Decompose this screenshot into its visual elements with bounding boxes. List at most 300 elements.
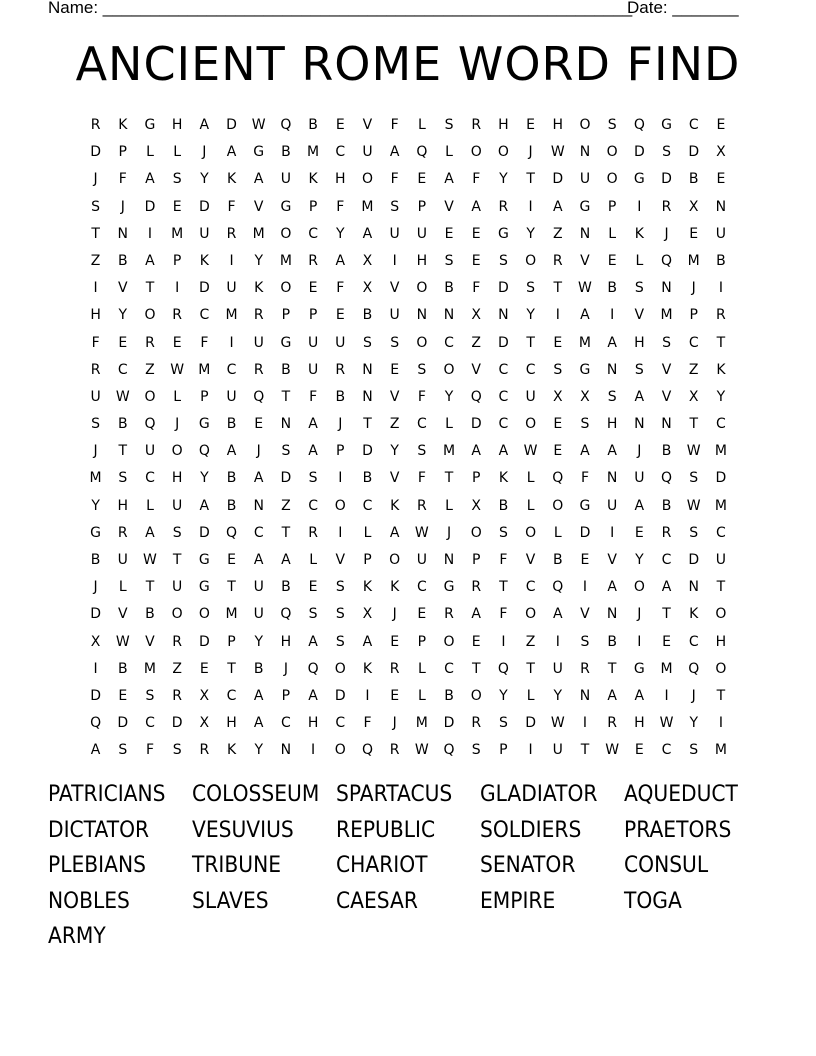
word-list-item: ARMY	[48, 924, 106, 950]
grid-letter: M	[279, 252, 292, 269]
grid-letter: B	[281, 361, 291, 378]
grid-letter: M	[252, 225, 265, 242]
grid-letter: S	[308, 470, 318, 487]
grid-row	[82, 574, 742, 601]
grid-letter: S	[417, 443, 427, 460]
grid-letter: X	[580, 388, 590, 405]
grid-letter: R	[117, 524, 128, 541]
grid-letter: J	[93, 171, 98, 188]
grid-letter: T	[716, 579, 726, 596]
grid-letter: O	[443, 361, 455, 378]
grid-row	[82, 194, 742, 221]
grid-letter: Q	[497, 660, 509, 677]
grid-letter: T	[716, 334, 726, 351]
grid-letter: C	[688, 117, 699, 133]
grid-letter: Q	[661, 470, 673, 487]
grid-letter: P	[308, 198, 318, 215]
grid-letter: I	[338, 524, 343, 541]
grid-row	[82, 737, 742, 764]
grid-letter: V	[661, 388, 672, 405]
word-list-item: VESUVIUS	[192, 817, 294, 843]
grid-letter: R	[90, 361, 101, 378]
grid-letter: S	[390, 334, 400, 351]
grid-letter: D	[144, 198, 156, 215]
grid-letter: A	[607, 579, 617, 596]
grid-letter: M	[578, 334, 592, 351]
grid-letter: A	[362, 633, 373, 650]
grid-letter: A	[498, 443, 509, 460]
grid-letter: T	[526, 660, 535, 677]
grid-letter: Y	[716, 388, 726, 405]
grid-letter: D	[525, 715, 536, 732]
grid-letter: O	[525, 416, 537, 433]
grid-letter: U	[525, 388, 536, 405]
grid-letter: D	[117, 715, 129, 732]
grid-letter: L	[417, 660, 426, 677]
grid-letter: J	[691, 687, 696, 704]
grid-letter: U	[307, 361, 319, 378]
grid-letter: U	[199, 225, 210, 242]
grid-letter: V	[580, 606, 590, 623]
grid-letter: A	[471, 606, 481, 623]
grid-letter: C	[444, 334, 454, 351]
grid-letter: E	[308, 579, 318, 596]
grid-letter: V	[117, 280, 128, 297]
grid-letter: B	[661, 443, 672, 460]
grid-letter: U	[715, 225, 727, 242]
grid-letter: W	[605, 742, 620, 759]
grid-letter: T	[145, 280, 155, 297]
grid-letter: A	[199, 117, 210, 133]
grid-letter: S	[91, 416, 101, 433]
grid-letter: T	[499, 579, 508, 596]
grid-letter: N	[661, 280, 672, 297]
grid-letter: R	[471, 715, 482, 732]
grid-letter: I	[555, 633, 560, 650]
grid-letter: T	[227, 660, 236, 677]
grid-letter: D	[198, 198, 210, 215]
grid-letter: H	[117, 497, 129, 514]
grid-letter: N	[634, 416, 645, 433]
grid-letter: Q	[144, 416, 156, 433]
grid-letter: S	[634, 361, 644, 378]
grid-letter: W	[414, 524, 429, 541]
grid-letter: F	[336, 198, 345, 215]
grid-letter: O	[470, 144, 482, 161]
grid-letter: E	[716, 171, 726, 188]
grid-letter: Q	[280, 606, 292, 623]
grid-letter: E	[662, 633, 671, 650]
grid-letter: V	[389, 470, 400, 487]
grid-letter: L	[417, 117, 426, 133]
grid-letter: I	[610, 524, 615, 541]
grid-letter: X	[362, 606, 373, 623]
grid-letter: N	[253, 497, 264, 514]
grid-letter: F	[227, 198, 236, 215]
grid-letter: L	[173, 144, 182, 161]
grid-letter: B	[444, 687, 454, 704]
grid-letter: J	[283, 660, 288, 677]
grid-letter: G	[579, 497, 591, 514]
grid-row	[82, 411, 742, 438]
grid-letter: G	[144, 117, 156, 133]
grid-letter: Q	[361, 742, 373, 759]
grid-letter: T	[363, 416, 372, 433]
grid-letter: K	[689, 606, 699, 623]
grid-row	[82, 357, 742, 384]
word-list	[48, 780, 788, 958]
grid-letter: S	[335, 606, 345, 623]
grid-row	[82, 248, 742, 275]
grid-letter: U	[634, 470, 645, 487]
grid-letter: T	[607, 660, 617, 677]
grid-letter: S	[335, 579, 345, 596]
grid-letter: R	[226, 225, 237, 242]
grid-letter: S	[145, 687, 155, 704]
grid-letter: N	[498, 307, 509, 324]
grid-letter: O	[443, 633, 455, 650]
grid-letter: S	[634, 280, 644, 297]
grid-letter: U	[172, 497, 183, 514]
grid-letter: C	[498, 388, 509, 405]
grid-letter: O	[361, 171, 373, 188]
grid-letter: J	[664, 225, 669, 242]
grid-letter: L	[445, 144, 453, 161]
grid-letter: T	[689, 416, 698, 433]
grid-letter: D	[334, 687, 346, 704]
grid-letter: O	[715, 660, 727, 677]
word-list-item: TRIBUNE	[192, 853, 282, 879]
grid-letter: S	[444, 252, 454, 269]
grid-letter: F	[499, 606, 508, 623]
grid-row	[82, 112, 742, 139]
grid-letter: Z	[552, 225, 563, 242]
grid-letter: L	[608, 225, 617, 242]
grid-letter: N	[579, 225, 591, 242]
grid-letter: F	[200, 334, 209, 351]
grid-letter: R	[552, 252, 563, 269]
grid-letter: R	[716, 307, 726, 324]
grid-letter: M	[442, 443, 456, 460]
grid-letter: M	[660, 660, 673, 677]
grid-letter: M	[660, 307, 673, 324]
grid-letter: H	[416, 252, 428, 269]
grid-letter: U	[90, 388, 101, 405]
grid-letter: E	[553, 416, 563, 433]
grid-letter: O	[280, 225, 292, 242]
grid-letter: M	[225, 606, 238, 623]
grid-letter: Z	[471, 334, 482, 351]
grid-letter: N	[362, 361, 373, 378]
grid-letter: D	[198, 524, 210, 541]
grid-letter: A	[471, 198, 481, 215]
grid-letter: R	[253, 361, 264, 378]
grid-letter: M	[307, 144, 320, 161]
grid-letter: B	[226, 497, 237, 514]
grid-letter: C	[416, 416, 427, 433]
grid-letter: I	[501, 633, 506, 650]
grid-letter: D	[90, 606, 101, 623]
grid-letter: A	[471, 443, 481, 460]
grid-letter: P	[417, 633, 427, 650]
grid-letter: O	[525, 606, 537, 623]
grid-letter: R	[471, 117, 482, 133]
grid-letter: O	[334, 497, 346, 514]
grid-letter: P	[118, 144, 127, 161]
grid-letter: P	[227, 633, 236, 650]
grid-letter: E	[471, 633, 481, 650]
grid-letter: U	[552, 742, 563, 759]
grid-letter: E	[580, 552, 590, 568]
grid-row	[82, 629, 742, 656]
grid-letter: A	[281, 552, 291, 568]
grid-letter: L	[146, 497, 154, 514]
grid-letter: E	[417, 606, 427, 623]
grid-letter: E	[254, 416, 264, 433]
grid-letter: S	[498, 252, 508, 269]
grid-letter: T	[716, 687, 726, 704]
grid-letter: E	[553, 334, 563, 351]
grid-row	[82, 601, 742, 628]
grid-letter: X	[552, 388, 563, 405]
grid-letter: N	[688, 579, 699, 596]
grid-letter: K	[716, 361, 726, 378]
grid-letter: O	[389, 552, 401, 568]
grid-letter: O	[171, 606, 183, 623]
grid-row	[82, 302, 742, 329]
grid-letter: N	[606, 606, 618, 623]
grid-letter: O	[633, 579, 645, 596]
grid-letter: P	[363, 552, 372, 568]
grid-letter: L	[445, 497, 453, 514]
grid-letter: B	[444, 280, 454, 297]
grid-letter: S	[689, 470, 699, 487]
grid-letter: E	[689, 225, 699, 242]
grid-letter: U	[389, 225, 400, 242]
grid-letter: C	[716, 524, 726, 541]
grid-letter: B	[308, 117, 318, 133]
grid-letter: B	[253, 660, 264, 677]
grid-letter: V	[634, 307, 645, 324]
grid-letter: B	[362, 470, 373, 487]
grid-letter: W	[686, 443, 701, 460]
grid-letter: K	[390, 497, 400, 514]
grid-letter: I	[555, 307, 560, 324]
grid-letter: G	[198, 579, 210, 596]
grid-letter: B	[607, 633, 617, 650]
grid-letter: S	[118, 470, 128, 487]
grid-letter: S	[498, 715, 508, 732]
grid-letter: N	[117, 225, 129, 242]
grid-letter: S	[580, 416, 590, 433]
grid-letter: F	[580, 470, 589, 487]
grid-letter: G	[497, 225, 509, 242]
grid-letter: L	[417, 687, 426, 704]
grid-letter: C	[362, 497, 373, 514]
grid-letter: S	[444, 117, 454, 133]
grid-letter: K	[634, 225, 644, 242]
grid-letter: W	[578, 280, 592, 297]
grid-letter: M	[714, 497, 727, 514]
grid-letter: A	[199, 497, 210, 514]
grid-letter: S	[471, 742, 481, 759]
grid-letter: J	[338, 416, 343, 433]
grid-letter: U	[552, 660, 563, 677]
grid-letter: Z	[172, 660, 182, 677]
grid-letter: B	[281, 144, 291, 161]
grid-letter: D	[579, 524, 591, 541]
grid-letter: F	[363, 715, 372, 732]
grid-letter: V	[389, 280, 400, 297]
grid-letter: I	[718, 715, 723, 732]
grid-letter: F	[118, 171, 127, 188]
grid-letter: O	[280, 280, 292, 297]
grid-letter: J	[202, 144, 207, 161]
grid-letter: Y	[526, 307, 535, 324]
grid-letter: A	[253, 171, 264, 188]
grid-letter: N	[280, 416, 292, 433]
grid-letter: J	[637, 443, 642, 460]
grid-letter: Q	[280, 117, 292, 133]
grid-letter: D	[362, 443, 373, 460]
grid-letter: S	[607, 117, 617, 133]
grid-letter: T	[281, 524, 291, 541]
grid-letter: L	[526, 687, 535, 704]
grid-letter: A	[552, 606, 563, 623]
grid-letter: U	[172, 579, 183, 596]
grid-letter: J	[120, 198, 125, 215]
grid-letter: B	[661, 497, 672, 514]
grid-letter: T	[145, 579, 155, 596]
grid-letter: Z	[688, 361, 699, 378]
grid-letter: L	[445, 416, 453, 433]
grid-letter: W	[523, 443, 538, 460]
grid-letter: A	[226, 144, 237, 161]
grid-letter: P	[499, 742, 508, 759]
grid-letter: B	[498, 497, 509, 514]
grid-letter: C	[308, 225, 318, 242]
grid-letter: E	[634, 742, 644, 759]
grid-letter: A	[226, 443, 237, 460]
grid-letter: X	[688, 198, 699, 215]
grid-letter: D	[226, 117, 237, 133]
grid-letter: B	[226, 470, 237, 487]
grid-letter: Q	[470, 388, 482, 405]
grid-letter: A	[308, 443, 318, 460]
grid-letter: S	[689, 742, 699, 759]
grid-letter: T	[118, 443, 128, 460]
grid-letter: U	[715, 552, 727, 568]
grid-letter: S	[662, 334, 671, 351]
grid-row	[82, 166, 742, 193]
grid-letter: A	[308, 633, 318, 650]
grid-letter: C	[145, 715, 155, 732]
grid-letter: R	[199, 742, 210, 759]
grid-letter: I	[528, 198, 533, 215]
grid-letter: D	[470, 416, 482, 433]
grid-letter: Z	[281, 497, 291, 514]
grid-letter: T	[553, 280, 563, 297]
grid-letter: I	[582, 579, 588, 596]
grid-row	[82, 710, 742, 737]
grid-letter: Y	[499, 687, 508, 704]
grid-letter: N	[416, 307, 428, 324]
grid-letter: A	[580, 307, 590, 324]
grid-letter: G	[198, 552, 210, 568]
grid-letter: Y	[444, 388, 454, 405]
grid-letter: S	[390, 198, 400, 215]
grid-letter: A	[308, 687, 318, 704]
grid-letter: S	[580, 633, 590, 650]
grid-letter: B	[552, 552, 563, 568]
grid-letter: T	[281, 388, 291, 405]
grid-letter: D	[443, 715, 455, 732]
grid-letter: D	[90, 687, 101, 704]
grid-letter: H	[226, 715, 237, 732]
grid-letter: D	[198, 633, 210, 650]
grid-letter: N	[715, 198, 727, 215]
grid-letter: M	[198, 361, 211, 378]
grid-letter: X	[362, 252, 373, 269]
grid-letter: H	[280, 633, 292, 650]
grid-letter: D	[688, 552, 700, 568]
grid-letter: L	[309, 552, 317, 568]
grid-letter: I	[93, 660, 98, 677]
grid-letter: E	[390, 687, 400, 704]
grid-letter: U	[607, 497, 618, 514]
grid-letter: Y	[200, 470, 209, 487]
grid-letter: D	[552, 171, 564, 188]
grid-letter: S	[172, 742, 182, 759]
word-list-item: COLOSSEUM	[192, 782, 320, 807]
grid-letter: U	[117, 552, 128, 568]
grid-letter: K	[390, 579, 400, 596]
grid-letter: G	[90, 524, 102, 541]
grid-letter: P	[172, 252, 182, 269]
grid-row	[82, 547, 742, 574]
grid-letter: E	[335, 307, 345, 324]
grid-letter: B	[281, 579, 291, 596]
grid-letter: T	[91, 225, 100, 242]
grid-letter: Z	[525, 633, 536, 650]
grid-letter: S	[662, 144, 671, 161]
grid-letter: U	[307, 334, 319, 351]
grid-letter: E	[390, 633, 400, 650]
word-list-item: SOLDIERS	[480, 817, 582, 843]
grid-letter: O	[144, 388, 156, 405]
grid-letter: B	[90, 552, 101, 568]
word-list-item: SENATOR	[480, 853, 576, 879]
grid-letter: B	[688, 171, 699, 188]
grid-letter: O	[579, 117, 591, 133]
grid-letter: D	[198, 280, 210, 297]
grid-letter: M	[89, 470, 102, 487]
grid-letter: P	[417, 198, 427, 215]
grid-letter: A	[634, 687, 645, 704]
grid-letter: O	[470, 524, 482, 541]
grid-row	[82, 520, 742, 547]
grid-letter: S	[118, 742, 128, 759]
grid-letter: A	[145, 524, 155, 541]
grid-letter: D	[498, 280, 509, 297]
grid-letter: H	[90, 307, 101, 324]
word-list-item: CAESAR	[336, 888, 418, 914]
grid-letter: X	[90, 633, 101, 650]
grid-letter: O	[525, 252, 537, 269]
grid-letter: I	[582, 715, 588, 732]
grid-letter: F	[417, 470, 426, 487]
grid-letter: U	[253, 606, 264, 623]
